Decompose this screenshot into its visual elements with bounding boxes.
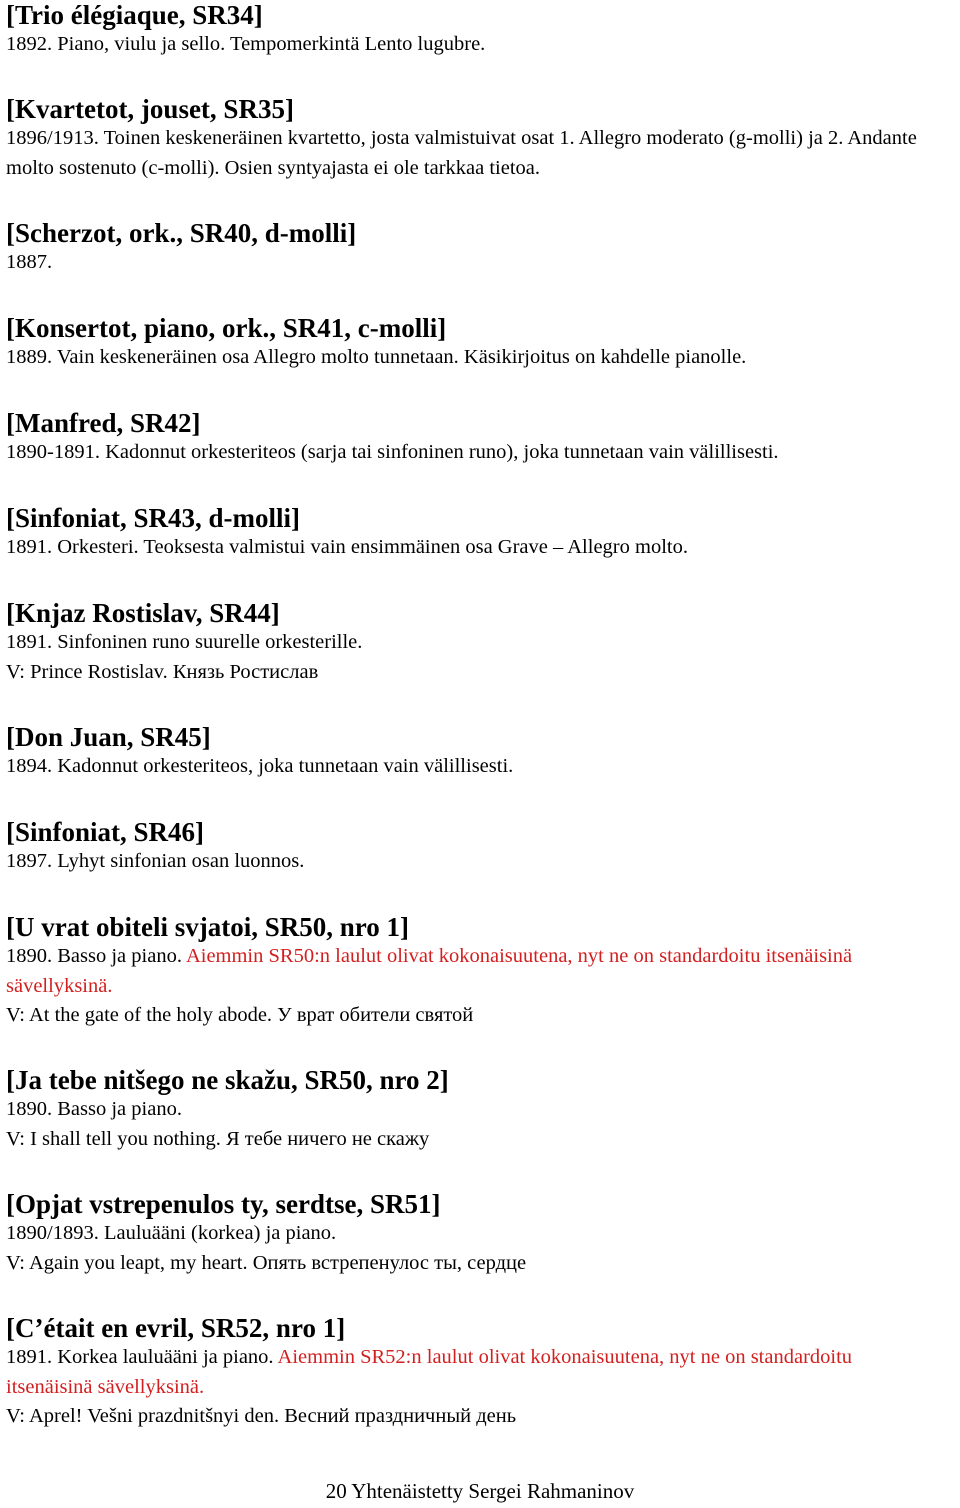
entry-title: [Sinfoniat, SR43, d-molli] [6, 503, 301, 533]
line-text: V: Aprel! Vešni prazdnitšnyi den. Весний праздничный день [6, 1405, 517, 1427]
entry-sr50-2 [6, 1065, 954, 1154]
entry-line [6, 1343, 926, 1402]
line-text: 1891. Korkea lauluääni ja piano. [6, 1346, 278, 1368]
entry-line [6, 1125, 954, 1155]
line-text: V: I shall tell you nothing. Я тебе ничего не скажу [6, 1127, 430, 1150]
line-text: V: Prince Rostislav. Князь Ростислав [6, 660, 319, 683]
entry-sr41 [6, 313, 954, 373]
line-text: 1890/1893. Lauluääni (korkea) ja piano. [6, 1222, 337, 1244]
line-text: 1897. Lyhyt sinfonian osan luonnos. [6, 850, 305, 872]
line-text: 1890. Basso ja piano. [6, 1098, 182, 1120]
entry-line [6, 1402, 954, 1432]
line-text: V: Again you leapt, my heart. Опять встрепенулос ты, сердце [6, 1251, 527, 1274]
entry-title: [Ja tebe nitšego ne skažu, SR50, nro 2] [6, 1065, 449, 1095]
entry-line [6, 248, 954, 278]
line-text: 1889. Vain keskeneräinen osa Allegro molto tunnetaan. Käsikirjoitus on kahdelle pianolle. [6, 346, 747, 368]
line-text: 1894. Kadonnut orkesteriteos, joka tunnetaan vain välillisesti. [6, 755, 514, 777]
entry-title: [Kvartetot, jouset, SR35] [6, 94, 294, 124]
page-footer: 20 Yhtenäistetty Sergei Rahmaninov [325, 1479, 635, 1503]
entry-title: [U vrat obiteli svjatoi, SR50, nro 1] [6, 912, 409, 942]
entry-line [6, 1001, 954, 1031]
entry-line [6, 658, 954, 688]
entry-line [6, 752, 954, 782]
entry-sr40 [6, 218, 954, 278]
entry-title: [Manfred, SR42] [6, 408, 201, 438]
entry-line [6, 533, 954, 563]
entry-line [6, 628, 954, 658]
line-text: 1891. Sinfoninen runo suurelle orkesterille. [6, 631, 363, 653]
entry-sr34 [6, 0, 954, 60]
line-note: Aiemmin SR52:n laulut olivat kokonaisuutena, nyt ne on standardoitu itsenäisinä sävellyksinä. [6, 1346, 853, 1398]
line-note: Aiemmin SR50:n laulut olivat kokonaisuutena, nyt ne on standardoitu itsenäisinä sävellyksinä. [6, 945, 853, 997]
entry-sr51 [6, 1189, 954, 1278]
line-text: V: At the gate of the holy abode. У врат обители святой [6, 1004, 474, 1026]
entry-sr35 [6, 94, 954, 183]
entry-sr50-1 [6, 912, 954, 1031]
entry-title: [Don Juan, SR45] [6, 722, 211, 752]
entry-sr52-1 [6, 1313, 954, 1432]
line-text: 1887. [6, 251, 53, 273]
entry-title: [Scherzot, ork., SR40, d-molli] [6, 218, 357, 248]
line-text: 1890. Basso ja piano. [6, 945, 186, 967]
entry-title: [Konsertot, piano, ork., SR41, c-molli] [6, 313, 447, 343]
entry-title: [Opjat vstrepenulos ty, serdtse, SR51] [6, 1189, 441, 1219]
line-text: 1892. Piano, viulu ja sello. Tempomerkintä Lento lugubre. [6, 33, 486, 55]
entry-line [6, 438, 954, 468]
entry-title: [C’était en evril, SR52, nro 1] [6, 1313, 346, 1343]
entry-sr45 [6, 722, 954, 782]
entry-line [6, 1095, 954, 1125]
entry-title: [Sinfoniat, SR46] [6, 817, 205, 847]
entry-line [6, 942, 946, 1001]
entry-sr42 [6, 408, 954, 468]
line-text: 1891. Orkesteri. Teoksesta valmistui vain ensimmäinen osa Grave – Allegro molto. [6, 536, 688, 558]
line-text: 1896/1913. Toinen keskeneräinen kvartetto, josta valmistuivat osat 1. Allegro moderato (g-molli) ja 2. Andante molto sostenuto (c-molli). Osien syntyajasta ei ole tarkkaa tietoa. [6, 127, 917, 179]
entry-line [6, 1249, 954, 1279]
entry-line [6, 847, 954, 877]
entry-line [6, 1219, 954, 1249]
entry-line [6, 30, 954, 60]
entry-sr43 [6, 503, 954, 563]
entry-title: [Trio élégiaque, SR34] [6, 0, 263, 30]
entry-line [6, 343, 954, 373]
line-text: 1890-1891. Kadonnut orkesteriteos (sarja tai sinfoninen runo), joka tunnetaan vain välillisesti. [6, 441, 779, 463]
entry-line [6, 124, 941, 183]
entry-title: [Knjaz Rostislav, SR44] [6, 598, 280, 628]
entry-sr44 [6, 598, 954, 687]
entry-sr46 [6, 817, 954, 877]
